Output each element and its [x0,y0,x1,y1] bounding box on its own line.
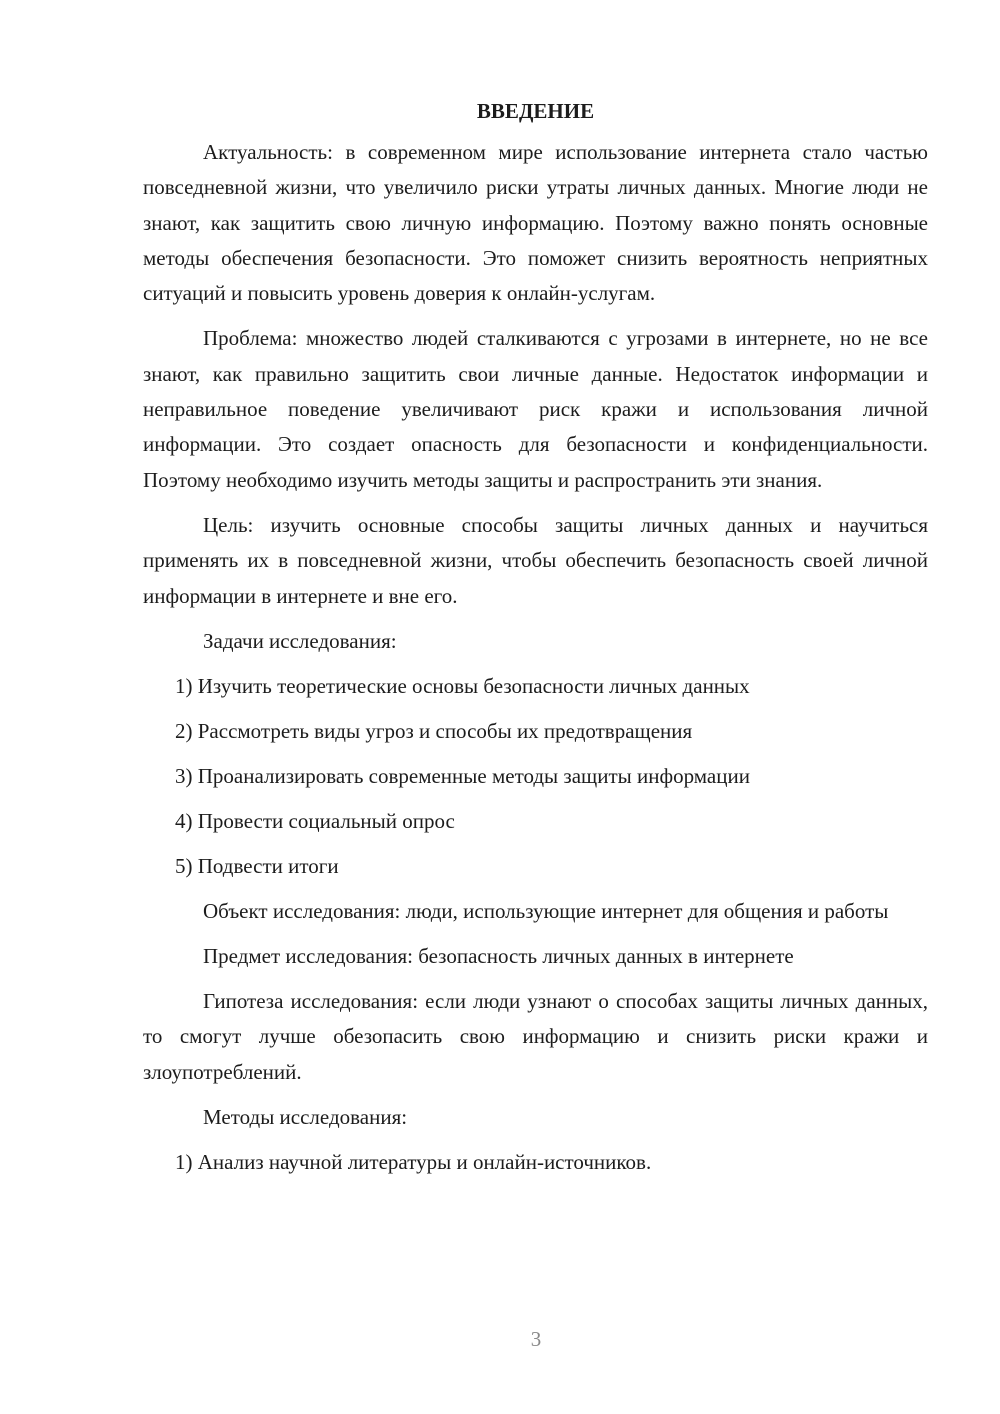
paragraph-subject: Предмет исследования: безопасность личных данных в интернете [203,944,794,969]
paragraph-problem: Проблема: множество людей сталкиваются с угрозами в интернете, но не все знают, как правильно защитить свои личные данные. Недостаток информации и неправильное поведение увеличивают риск кражи и использования личной информации. Это создает опасность для безопасности и конфиденциальности. Поэтому необходимо изучить методы защиты и распространить эти знания. [143,326,928,492]
paragraph-hypothesis: Гипотеза исследования: если люди узнают о способах защиты личных данных, то смогут лучше обезопасить свою информацию и снизить риски кражи и злоупотреблений. [143,989,928,1084]
list-item-method: 1) Анализ научной литературы и онлайн-источников. [175,1150,652,1175]
page-title: ВВЕДЕНИЕ [476,99,595,123]
paragraph-object: Объект исследования: люди, использующие интернет для общения и работы [203,898,889,923]
list-item-task: 2) Рассмотреть виды угроз и способы их предотвращения [175,718,693,743]
page-content [143,94,928,1190]
list-item-task: 1) Изучить теоретические основы безопасности личных данных [175,673,750,698]
methods-heading: Методы исследования: [203,1105,408,1130]
list-item-task: 4) Провести социальный опрос [175,808,455,833]
tasks-heading: Задачи исследования: [203,628,397,653]
paragraph-relevance: Актуальность: в современном мире использование интернета стало частью повседневной жизни, что увеличило риски утраты личных данных. Многие люди не знают, как защитить свою личную информацию. Поэтому важно понять основные методы обеспечения безопасности. Это поможет снизить вероятность неприятных ситуаций и повысить уровень доверия к онлайн-услугам. [143,140,928,306]
list-item-task: 3) Проанализировать современные методы защиты информации [175,763,750,788]
list-item-task: 5) Подвести итоги [175,853,339,878]
page-number: 3 [530,1327,542,1351]
paragraph-goal: Цель: изучить основные способы защиты личных данных и научиться применять их в повседневной жизни, чтобы обеспечить безопасность своей личной информации в интернете и вне его. [143,512,928,608]
